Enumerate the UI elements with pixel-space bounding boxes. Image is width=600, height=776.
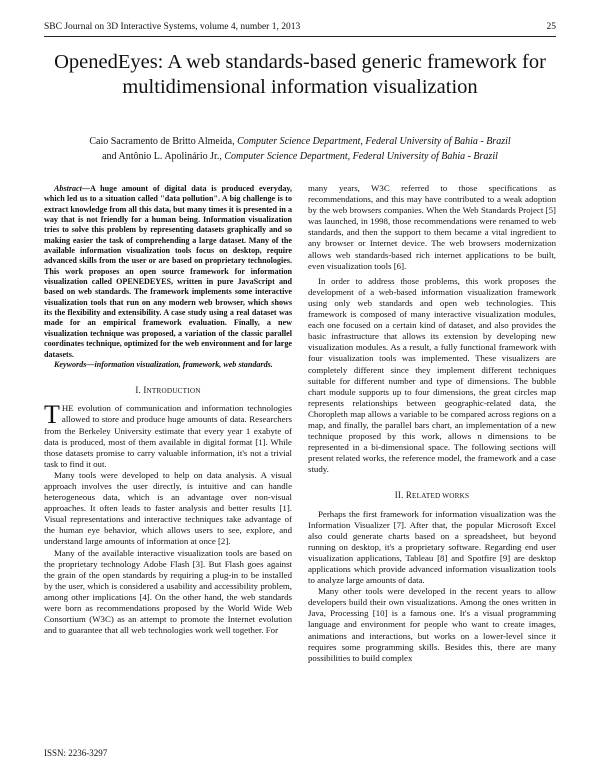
author-affiliation-2: Computer Science Department, Federal University of Bahia - Brazil <box>224 151 498 162</box>
journal-name: SBC Journal on 3D Interactive Systems, volume 4, number 1, 2013 <box>44 22 301 32</box>
abstract-text: —A huge amount of digital data is produced everyday, which led us to a situation called "data pollution". A big challenge is to extract knowledge from all this data, but many times it is presented in a way that is not friendly for a human being. Information visualization tries to solve this problem by representing datasets graphically and so making easier the task of comprehending a large dataset. Many of the available information visualization tools focus on desktop, require advanced skills from the user or are based on proprietary technologies. This work proposes an open source framework for information visualization called OPENEDEYES, written in pure JavaScript and based on web standards. The framework implements some interactive visualization tools that run on any modern web browser, which shows its the flexibility and extensibility. A case study using a real dataset was made for an empirical framework evaluation. Finally, a new visualization technique was proposed, a variation of the classic parallel coordinates technique, optimized for the web environment and for large datasets. <box>44 184 292 359</box>
intro-paragraph-1: THE evolution of communication and information technologies allowed to store and produce huge amounts of data. Researchers from the Berkeley University estimate that every year 1 exabyte of data is produced, most of them available in digital format [1]. While those datasets promise to carry valuable information, it's not a trivial task to find it out. <box>44 400 292 469</box>
drop-cap: T <box>44 400 60 430</box>
author-line-2 <box>44 149 556 164</box>
author-line-1 <box>44 134 556 149</box>
intro-paragraph-2: Many tools were developed to help on data analysis. A visual approach involves the user directly, is intuitive and can handle heterogeneous data, which is an advantage over non-visual approaches. It often leads to faster analysis and better results [1]. Visual representations and interactive techniques take advantage of the human eye behavior, which allows users to see, explore, and understand large amounts of information at once [2]. <box>44 469 292 547</box>
authors-block <box>44 134 556 164</box>
related-paragraph-2: Many other tools were developed in the recent years to allow developers build their own visualizations. Among the ones written in Java, Processing [10] is a famous one. It's a visual programming language and environment for people who want to create images, animations and interactions, but works on a lower-level since it requires some programming skills. Besides this, there are many possibilities to build complex <box>308 586 556 663</box>
author-names-1: Caio Sacramento de Britto Almeida, <box>89 136 238 147</box>
intro-paragraph-5: In order to address those problems, this work proposes the development of a web-based information visualization framework using only web standards and open web technologies. This framework is composed of many interactive visualization modules, each one focused on a certain kind of dataset, and also provides the basic infrastructure that allows its extension by developing new visualization modules. As a result, a fully functional framework with four visualization tools was implemented. These visualizers are completely different since they implement different techniques suitable for different number and type of dimensions. The bubble chart module supports up to four dimensions, the great circles map represents relationships between geographic-related data, the Choropleth map allows a variable to be compared across regions on a map, and finally, the parallel bars chart, an implementation of a new technique proposed by this work, allows n dimensions to be represented in a bi-dimensional space. The following sections will present related works, the reference model, the framework and a case study. <box>308 275 556 475</box>
abstract <box>44 184 292 360</box>
header-rule <box>44 36 556 37</box>
running-header <box>44 22 556 32</box>
page-number: 25 <box>546 22 556 32</box>
section-heading-related-works: II. RELATED WORKS <box>394 490 470 501</box>
intro-paragraph-3: Many of the available interactive visualization tools are based on the proprietary technology Adobe Flash [3]. But Flash goes against the grain of the open standards by requiring a plug-in to be installed by the user, which is considered a usability and accessibility problem, among other implications [4]. On the other hand, the web standards were born as recommendations proposed by the World Wide Web Consortium (W3C) as an attempt to promote the Internet evolution and to guarantee that all web technologies work well together. For <box>44 547 292 636</box>
intro-paragraph-4: many years, W3C referred to those specifications as recommendations, and this may have contributed to a weak adoption by the web browsers companies. When the Web Standards Project [5] was launched, in 1998, those recommendations were renamed to web standards, and then the support to them became a vital ingredient to any browser or Internet device. The web browsers modernization allows web standards-based rich internet applications to be built, even visualization tools [6]. <box>308 183 556 271</box>
right-column <box>308 183 556 664</box>
left-column <box>44 184 292 636</box>
section-heading-introduction: I. INTRODUCTION <box>135 385 201 396</box>
keywords: Keywords—information visualization, framework, web standards. <box>54 359 273 369</box>
related-paragraph-1: Perhaps the first framework for information visualization was the Information Visualizer [7]. After that, the popular Microsoft Excel also could generate charts based on a spreadsheet, but beyond running on desktop, it's a proprietary software. Regarding end user visualization applications, Tableau [8] and Spotfire [9] are desktop applications which provide advanced information visualization tools to analyze large amounts of data. <box>308 508 556 586</box>
intro-body <box>44 400 292 636</box>
author-names-2: and Antônio L. Apolinário Jr., <box>102 151 225 162</box>
paper-title: OpenedEyes: A web standards-based generic framework for multidimensional information visualization <box>54 51 546 98</box>
abstract-lead: Abstract <box>54 184 82 193</box>
author-affiliation-1: Computer Science Department, Federal University of Bahia - Brazil <box>237 136 511 147</box>
issn-footer: ISSN: 2236-3297 <box>44 748 108 758</box>
